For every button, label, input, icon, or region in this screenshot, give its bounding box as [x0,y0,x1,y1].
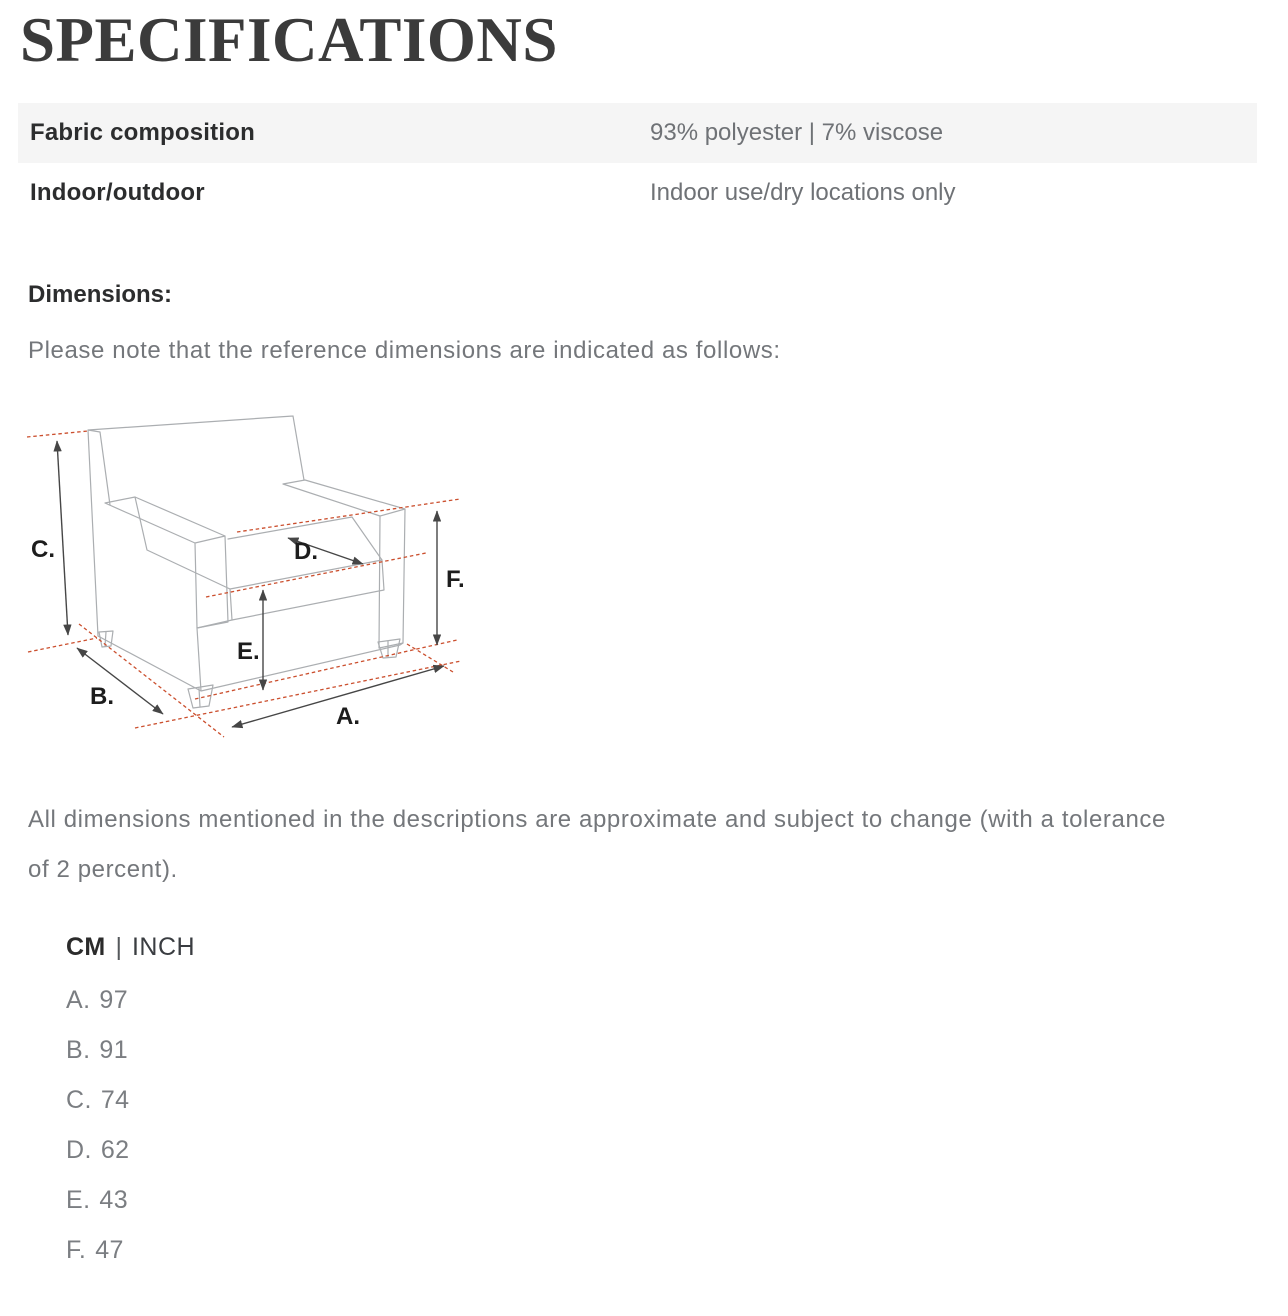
dim-label-b: B. [90,683,114,711]
dim-value: 97 [99,986,129,1015]
list-item [66,1236,1288,1286]
dim-label-c: C. [31,536,55,564]
dim-value: 43 [99,1186,129,1215]
dim-label-d: D. [294,538,318,566]
list-item [66,1036,1288,1086]
spec-value: Indoor use/dry locations only [650,179,956,207]
dim-arrow-c [57,441,68,635]
spec-label: Fabric composition [30,119,255,147]
list-item [66,1086,1288,1136]
dim-value-label: E. [66,1186,91,1215]
unit-inch: INCH [131,933,196,962]
dim-value: 62 [100,1136,130,1165]
dimension-values-list [66,986,1288,1286]
dim-value: 74 [100,1086,130,1115]
specifications-section [0,6,1288,1286]
list-item [66,1186,1288,1236]
unit-separator: | [115,933,122,962]
units-header [66,933,1288,962]
dim-value-label: D. [66,1136,92,1165]
page-title: SPECIFICATIONS [20,5,558,75]
dim-value-label: B. [66,1036,91,1065]
spec-row-fabric [18,103,1257,163]
dimension-arrows [57,441,444,727]
dim-label-f: F. [446,566,465,594]
dim-value-label: A. [66,986,91,1015]
tolerance-note: All dimensions mentioned in the descriptions are approximate and subject to change (with a tolerance of 2 percent). [28,806,1166,884]
dim-value-label: F. [66,1236,87,1265]
dimensions-heading: Dimensions: [28,281,173,309]
spec-label: Indoor/outdoor [30,179,205,207]
dim-value-label: C. [66,1086,92,1115]
dim-value: 91 [99,1036,129,1065]
dimension-letter-labels [31,536,465,730]
dimensions-intro-note: Please note that the reference dimensions are indicated as follows: [28,337,781,365]
dim-value: 47 [95,1236,124,1265]
spec-table [18,103,1257,223]
spec-row-indoor-outdoor [18,163,1257,223]
spec-value: 93% polyester | 7% viscose [650,119,944,147]
dimension-diagram [0,391,1288,767]
list-item [66,1136,1288,1186]
unit-cm: CM [66,933,106,962]
armchair-dimension-drawing [0,391,500,767]
dim-label-e: E. [237,638,260,666]
list-item [66,986,1288,1036]
dimension-values-block [66,933,1288,1286]
dim-label-a: A. [336,703,360,731]
